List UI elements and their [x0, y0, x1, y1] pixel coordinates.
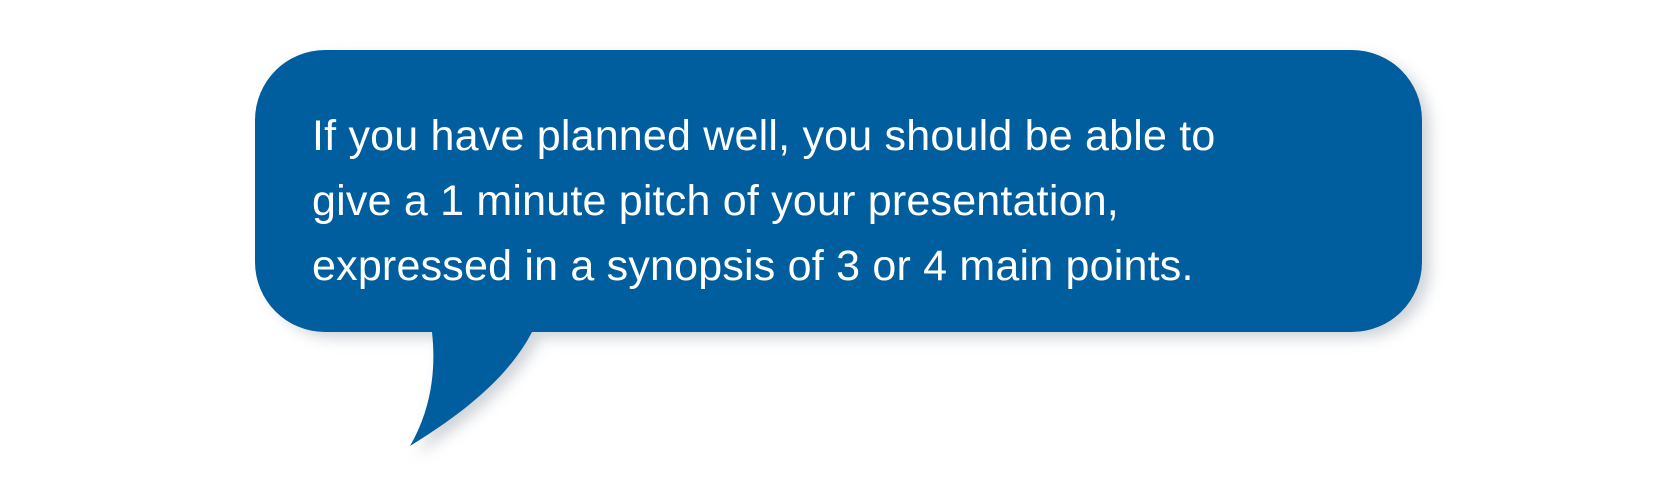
speech-bubble-line-3: expressed in a synopsis of 3 or 4 main points.	[312, 242, 1194, 290]
speech-bubble-text	[312, 104, 1392, 299]
speech-bubble-line-2: give a 1 minute pitch of your presentation,	[312, 177, 1119, 225]
speech-bubble-line-1: If you have planned well, you should be able to	[312, 112, 1216, 160]
